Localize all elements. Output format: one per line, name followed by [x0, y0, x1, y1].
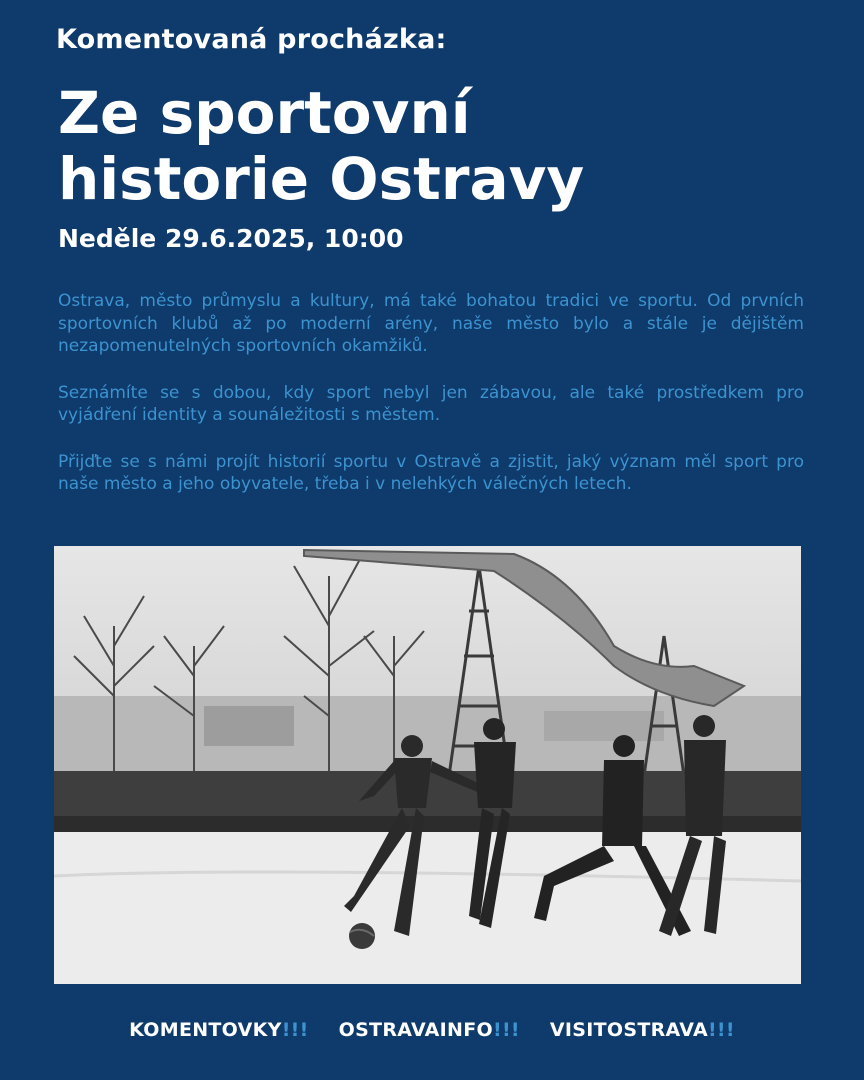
description-paragraph-2: Seznámíte se s dobou, kdy sport nebyl jen zábavou, ale také prostředkem pro vyjádření identity a sounáležitosti s městem.: [58, 382, 804, 425]
tag-komentovky: KOMENTOVKY!!!: [129, 1019, 309, 1041]
historic-football-photo: [54, 546, 801, 984]
football: [349, 923, 375, 949]
event-title: [58, 80, 818, 212]
description-paragraph-1: Ostrava, město průmyslu a kultury, má také bohatou tradici ve sportu. Od prvních sportovních klubů až po moderní arény, naše město bylo a stále je dějištěm nezapomenutelných sportovních okamžiků.: [58, 291, 804, 356]
title-line-1: Ze sportovní: [58, 79, 471, 147]
title-line-2: historie Ostravy: [58, 145, 585, 213]
event-datetime: Neděle 29.6.2025, 10:00: [58, 224, 404, 253]
description-paragraph-3: Přijďte se s námi projít historií sportu v Ostravě a zjistit, jaký význam měl sport pro naše město a jeho obyvatele, třeba i v nelehkých válečných letech.: [58, 451, 804, 494]
event-kicker: Komentovaná procházka:: [56, 24, 447, 55]
footer-tags: [0, 1019, 864, 1041]
event-description: [58, 290, 804, 520]
tag-visitostrava: VISITOSTRAVA!!!: [549, 1019, 735, 1041]
photo-illustration: [54, 546, 801, 984]
tag-ostravainfo: OSTRAVAINFO!!!: [338, 1019, 520, 1041]
